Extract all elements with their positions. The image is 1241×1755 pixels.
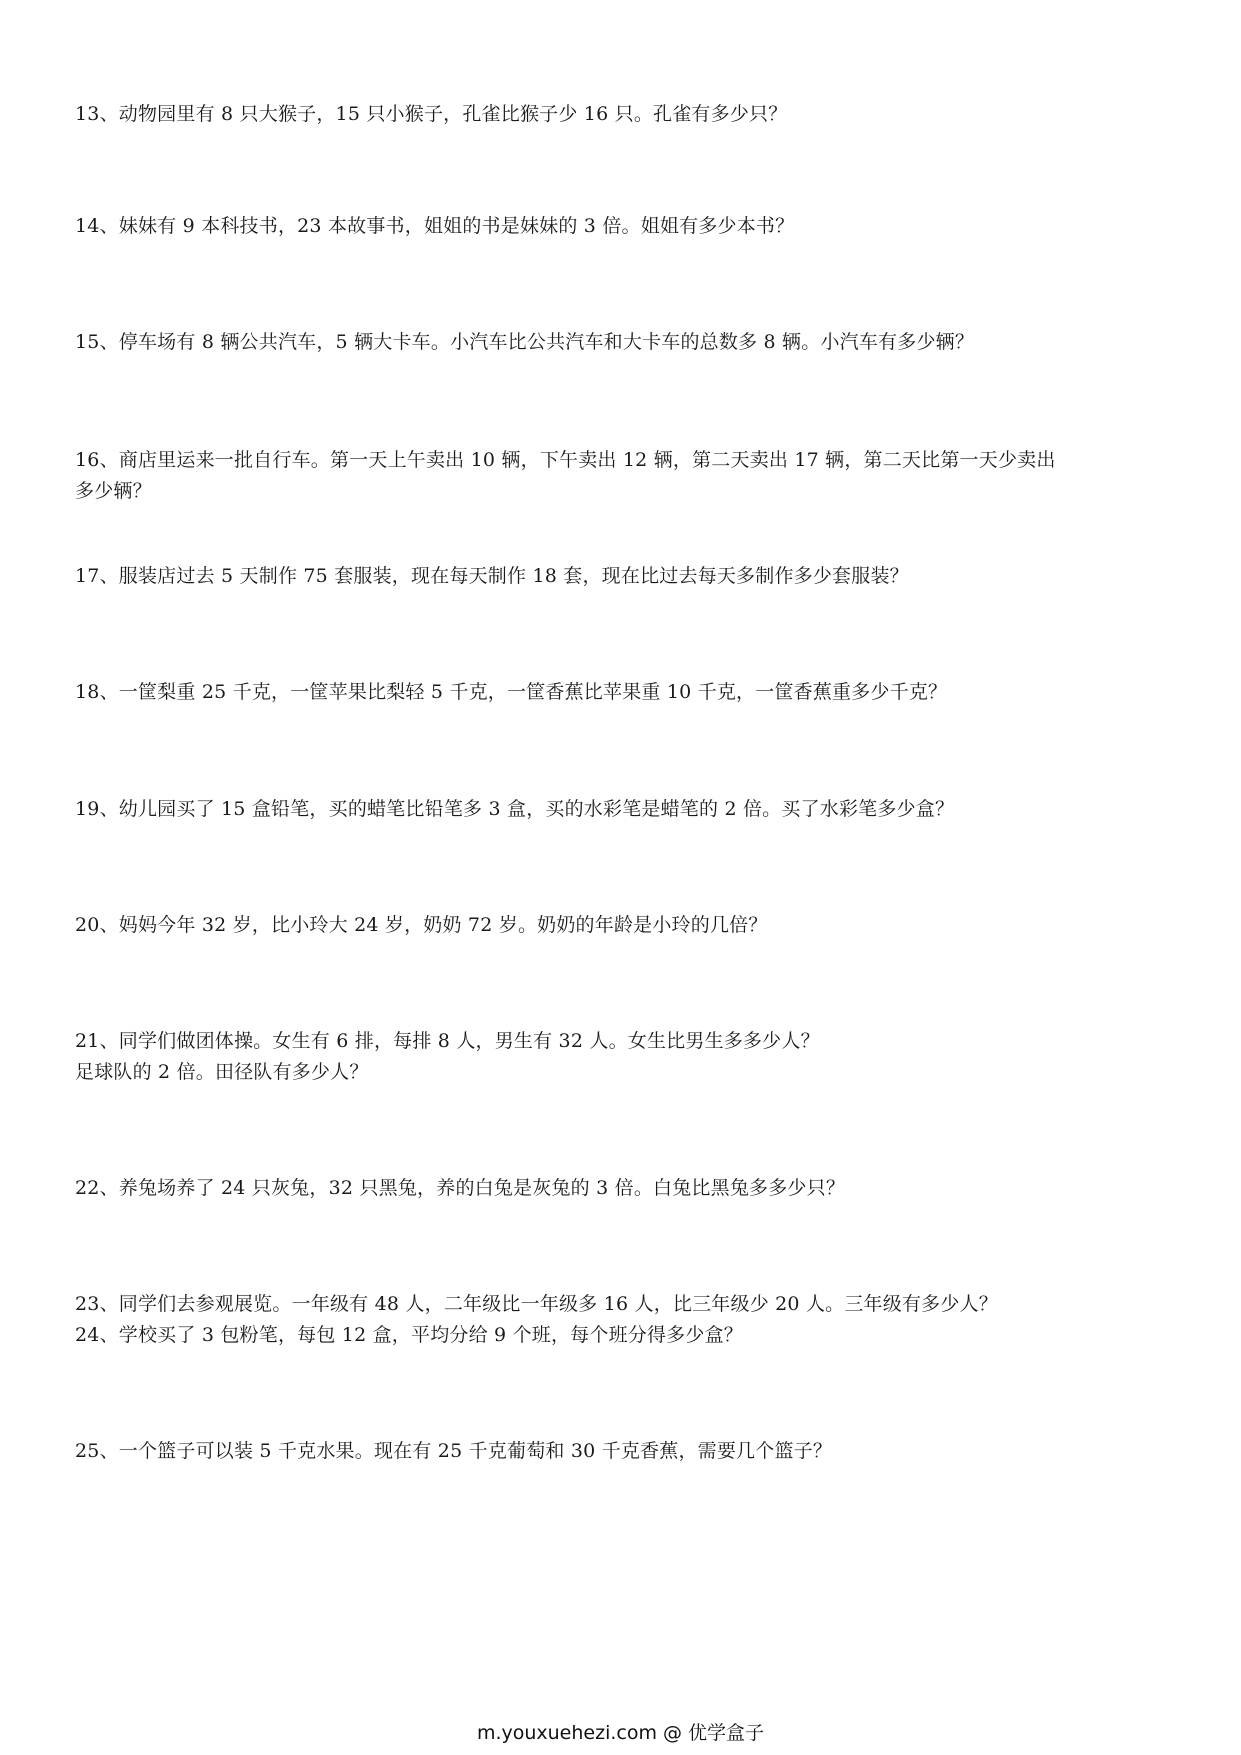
question-19: 19、幼儿园买了 15 盒铅笔，买的蜡笔比铅笔多 3 盒，买的水彩笔是蜡笔的 2 倍。买了水彩笔多少盒？ [75, 798, 955, 820]
question-25: 25、一个篮子可以装 5 千克水果。现在有 25 千克葡萄和 30 千克香蕉，需要几个篮子？ [75, 1440, 833, 1462]
question-22: 22、养兔场养了 24 只灰兔，32 只黑兔，养的白兔是灰兔的 3 倍。白兔比黑兔多多少只？ [75, 1177, 846, 1199]
question-20: 20、妈妈今年 32 岁，比小玲大 24 岁，奶奶 72 岁。奶奶的年龄是小玲的几倍？ [75, 914, 768, 936]
question-24: 24、学校买了 3 包粉笔，每包 12 盒，平均分给 9 个班，每个班分得多少盒？ [75, 1324, 743, 1346]
question-15: 15、停车场有 8 辆公共汽车，5 辆大卡车。小汽车比公共汽车和大卡车的总数多 8 辆。小汽车有多少辆？ [75, 331, 975, 353]
question-16: 16、商店里运来一批自行车。第一天上午卖出 10 辆，下午卖出 12 辆，第二天卖出 17 辆，第二天比第一天少卖出 [75, 449, 1056, 471]
question-14: 14、妹妹有 9 本科技书，23 本故事书，姐姐的书是妹妹的 3 倍。姐姐有多少本书？ [75, 215, 795, 237]
question-13: 13、动物园里有 8 只大猴子，15 只小猴子，孔雀比猴子少 16 只。孔雀有多少只？ [75, 103, 788, 125]
question-21: 21、同学们做团体操。女生有 6 排，每排 8 人，男生有 32 人。女生比男生多多少人？ [75, 1030, 820, 1052]
question-23: 23、同学们去参观展览。一年级有 48 人，二年级比一年级多 16 人，比三年级少 20 人。三年级有多少人？ [75, 1293, 998, 1315]
question-21-fragment: 足球队的 2 倍。田径队有多少人？ [75, 1061, 369, 1083]
footer-watermark: m.youxuehezi.com @ 优学盒子 [476, 1722, 765, 1744]
question-16-continued: 多少辆？ [75, 480, 152, 502]
question-17: 17、服装店过去 5 天制作 75 套服装，现在每天制作 18 套，现在比过去每天多制作多少套服装？ [75, 565, 909, 587]
question-18: 18、一筐梨重 25 千克，一筐苹果比梨轻 5 千克，一筐香蕉比苹果重 10 千克，一筐香蕉重多少千克？ [75, 681, 948, 703]
